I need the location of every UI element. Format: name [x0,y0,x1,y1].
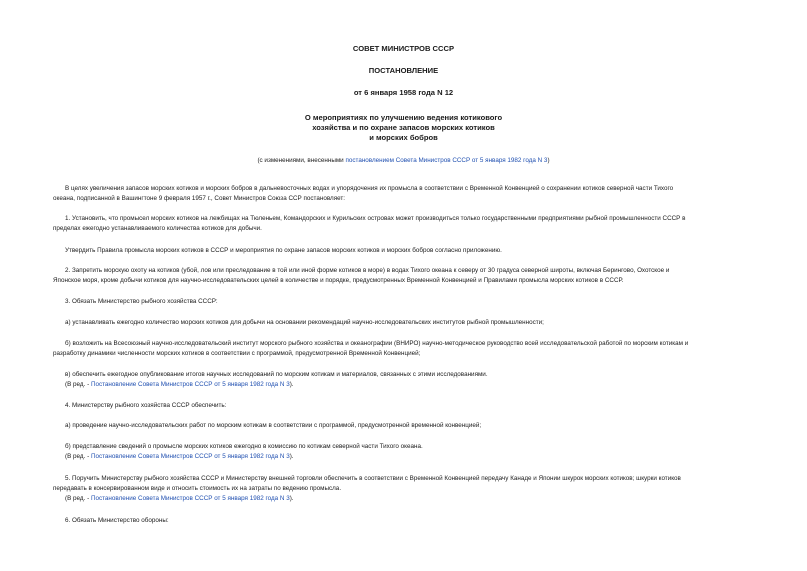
paragraph-5 [53,474,775,504]
revision-suffix: ). [289,381,294,388]
paragraph-line: Утвердить Правила промысла морских котиков в СССР и мероприятия по охране запасов морских котиков и морских бобров согласно приложению. [65,247,502,254]
paragraph-line: а) устанавливать ежегодно количество морских котиков для добычи на основании рекомендаций научно-исследовательских институтов рыбной промышленности; [65,319,544,326]
paragraph-3c [53,370,775,390]
paragraph-4a [53,421,775,431]
paragraph-line: В целях увеличения запасов морских котиков и морских бобров в дальневосточных водах и упорядочения их промысла в соответствии с Временной Конвенцией о сохранении котиков северной части Тихого [65,185,674,192]
paragraph-1 [53,214,775,234]
document-title [0,113,807,143]
amendment-suffix: ) [547,157,550,164]
paragraph-line: б) возложить на Всесоюзный научно-исследовательский институт морского рыбного хозяйства и океанографии (ВНИРО) научно-методическое руководство всей исследовательской работой по морским котикам и [65,340,689,347]
doc-type-heading: ПОСТАНОВЛЕНИЕ [368,66,439,75]
paragraph-line: пределах ежегодно устанавливаемого количества котиков для добычи. [53,225,262,232]
paragraph-4 [53,401,775,411]
date-number-heading: от 6 января 1958 года N 12 [353,88,454,97]
revision-link[interactable]: Постановление Совета Министров СССР от 5 января 1982 года N 3 [90,453,290,460]
title-line-3: и морских бобров [369,133,438,142]
paragraph-line: Японское моря, кроме добычи котиков для научно-исследовательских целей в количестве и порядке, предусмотренных Временной Конвенцией и Правилами промысла морских котиков в СССР. [53,277,624,284]
paragraph-line: а) проведение научно-исследовательских работ по морским котикам в соответствии с программой, предусмотренной временной конвенцией; [65,422,482,429]
paragraph-6 [53,516,775,526]
paragraph-line: передавать в консервированном виде и относить стоимость их на затраты по ведению промысла. [53,485,342,492]
revision-prefix: (В ред. - [65,381,91,388]
revision-link[interactable]: Постановление Совета Министров СССР от 5 января 1982 года N 3 [90,381,290,388]
paragraph-line: 3. Обязать Министерство рыбного хозяйства СССР: [65,298,218,305]
paragraph-intro [53,184,775,204]
issuer-heading: СОВЕТ МИНИСТРОВ СССР [352,44,455,53]
paragraph-line: в) обеспечить ежегодное опубликование итогов научных исследований по морским котикам и материалов, связанных с этими исследованиями. [65,371,488,378]
paragraph-line: 1. Установить, что промысел морских котиков на лежбищах на Тюленьем, Командорских и Курильских островах может производиться только государственными предприятиями рыбной промышленности СССР в [65,215,686,222]
amendment-prefix: (с изменениями, внесенными [257,157,346,164]
paragraph-3a [53,318,775,328]
paragraph-line: 5. Поручить Министерству рыбного хозяйства СССР и Министерству внешней торговли обеспечить в соответствии с Временной Конвенцией передачу Канаде и Японии шкурок морских котиков; шкурки котиков [65,475,681,482]
title-line-2: хозяйства и по охране запасов морских котиков [312,123,495,132]
paragraph-4b [53,442,775,462]
paragraph-line: океана, подписанной в Вашингтоне 9 февраля 1957 г., Совет Министров Союза ССР постановляет: [53,195,346,202]
title-line-1: О мероприятиях по улучшению ведения котикового [304,113,503,122]
amendment-note [0,157,807,164]
revision-note [53,494,775,504]
paragraph-line: разработку динамики численности морских котиков в соответствии с программой, предусмотренной Временной Конвенцией; [53,350,421,357]
paragraph-line: б) представление сведений о промысле морских котиков ежегодно в комиссию по котикам северной части Тихого океана. [65,443,423,450]
revision-note [53,452,775,462]
paragraph-line: 2. Запретить морскую охоту на котиков (убой, лов или преследование в той или иной форме котиков в море) в водах Тихого океана к северу от 30 градуса северной широты, включая Берингово, Охотское и [65,267,670,274]
revision-prefix: (В ред. - [65,453,91,460]
paragraph-3 [53,297,775,307]
revision-prefix: (В ред. - [65,495,91,502]
paragraph-2 [53,266,775,286]
revision-suffix: ). [289,495,294,502]
paragraph-rules [53,246,775,256]
revision-suffix: ). [289,453,294,460]
paragraph-3b [53,339,775,359]
paragraph-line: 6. Обязать Министерство обороны: [65,517,169,524]
revision-link[interactable]: Постановление Совета Министров СССР от 5 января 1982 года N 3 [90,495,290,502]
paragraph-line: 4. Министерству рыбного хозяйства СССР обеспечить: [65,402,227,409]
amendment-link[interactable]: постановлением Совета Министров СССР от 5 января 1982 года N 3 [345,157,548,164]
revision-note [53,380,775,390]
